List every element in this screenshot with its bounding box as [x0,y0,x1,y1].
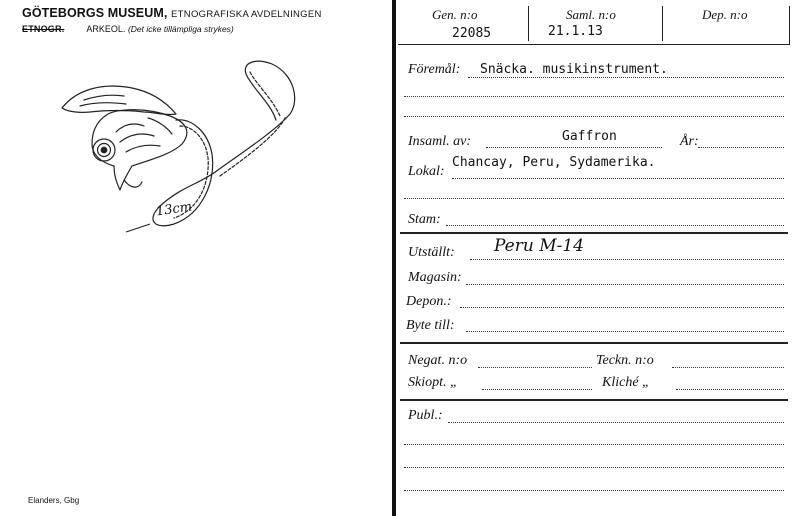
skiopt-label: Skiopt. „ [408,375,458,390]
depon-line [460,307,784,308]
insaml-value: Gaffron [562,129,617,144]
shell-trumpet-drawing [50,50,310,250]
museum-name: GÖTEBORGS MUSEUM, [22,6,168,20]
department-name: ETNOGRAFISKA AVDELNINGEN [171,9,322,20]
skiopt-line [482,389,592,390]
printer-credit: Elanders, Gbg [28,496,80,505]
center-divider [392,0,396,516]
header-separator [662,6,663,41]
byte-line [466,331,784,332]
insaml-line [486,147,662,148]
insaml-label: Insaml. av: [408,134,471,149]
ar-label: År: [680,134,699,149]
utstallt-label: Utställt: [408,245,455,260]
scale-label: 13cm [155,199,194,220]
publ-line-2 [404,444,784,445]
publ-line [448,422,784,423]
magasin-label: Magasin: [408,270,462,285]
stam-line [446,225,784,226]
publ-line-4 [404,490,784,491]
section-rule [400,342,788,344]
byte-label: Byte till: [406,318,455,333]
strike-note: (Det icke tillämpliga strykes) [127,24,234,34]
kliche-line [676,389,784,390]
depon-label: Depon.: [406,294,452,309]
department-line [22,24,234,34]
lokal-line-2 [404,198,784,199]
foremal-line-2 [404,96,784,97]
header-bottom-rule [398,44,790,45]
kliche-label: Kliché „ [602,375,650,390]
header-separator [528,6,529,41]
lokal-value: Chancay, Peru, Sydamerika. [452,155,656,170]
lokal-line [452,178,784,179]
ar-line [698,147,784,148]
foremal-label: Föremål: [408,62,461,77]
section-rule [400,232,788,234]
publ-line-3 [404,467,784,468]
saml-label: Saml. n:o [566,7,616,22]
gen-label: Gen. n:o [432,7,478,22]
section-rule [400,399,788,401]
gen-value: 22085 [452,26,492,41]
header-box-edge [789,6,790,45]
struck-etnogr-label: ETNOGR. [22,24,65,34]
saml-value: 21.1.13 [548,24,603,39]
stam-label: Stam: [408,212,441,227]
foremal-value: Snäcka. musikinstrument. [480,62,668,77]
lokal-label: Lokal: [408,164,445,179]
utstallt-line [470,259,784,260]
foremal-line-3 [404,116,784,117]
arkeol-label: ARKEOL. [86,24,126,34]
magasin-line [466,284,784,285]
teckn-line [672,367,784,368]
publ-label: Publ.: [408,408,443,423]
museum-header [22,6,322,20]
utstallt-value: Peru M-14 [494,236,584,256]
teckn-label: Teckn. n:o [596,353,654,368]
negat-line [478,367,592,368]
negat-label: Negat. n:o [408,353,468,368]
dep-label: Dep. n:o [702,7,748,22]
foremal-line [468,77,784,78]
